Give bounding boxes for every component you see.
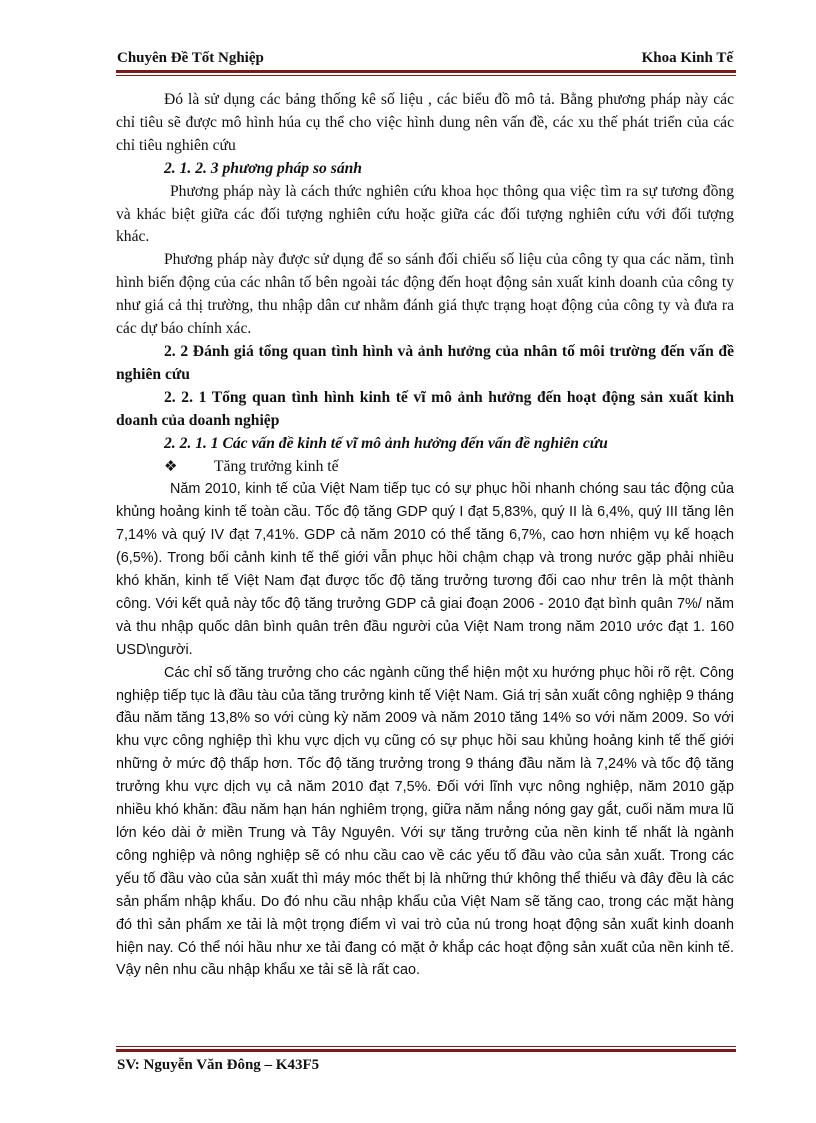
heading-2-2-1: 2. 2. 1 Tổng quan tình hình kinh tế vĩ mô ảnh hưởng đến hoạt động sản xuất kinh doanh của doanh nghiệp [116, 388, 734, 429]
page-footer: SV: Nguyễn Văn Đông – K43F5 [117, 1057, 320, 1073]
heading-2-2: 2. 2 Đánh giá tổng quan tình hình và ảnh hưởng của nhân tố môi trường đến vấn đề nghiên cứu [116, 342, 734, 383]
paragraph-comparison-definition: Phương pháp này là cách thức nghiên cứu khoa học thông qua việc tìm ra sự tương đồng và khác biệt giữa các đối tượng nghiên cứu hoặc giữa các đối tượng nghiên cứu với đối tượng khác. [116, 182, 734, 246]
footer-rule [116, 1046, 736, 1052]
header-rule [116, 70, 736, 76]
subheading-comparison-method: 2. 1. 2. 3 phương pháp so sánh [164, 159, 362, 177]
heading-2-2-1-1: 2. 2. 1. 1 Các vấn đề kinh tế vĩ mô ảnh hưởng đến vấn đề nghiên cứu [164, 434, 608, 452]
paragraph-sector-growth: Các chỉ số tăng trưởng cho các ngành cũng thể hiện một xu hướng phục hồi rõ rệt. Công nghiệp tiếp tục là đầu tàu của tăng trưởng kinh tế Việt Nam. Giá trị sản xuất công nghiệp 9 tháng đầu năm tăng 13,8% so với cùng kỳ năm 2009 và năm 2010 tăng 14% so với năm 2009. So với khu vực công nghiệp thì khu vực dịch vụ cũng có sự phục hồi sau khủng hoảng kinh tế thế giới những ở mức độ thấp hơn. Tốc độ tăng trưởng trong 9 tháng đầu năm là 7,24% và tốc độ tăng trưởng khu vực dịch vụ cả năm 2010 đạt 7,5%. Đối với lĩnh vực nông nghiệp, năm 2010 gặp nhiều khó khăn: đầu năm hạn hán nghiêm trọng, giữa năm nắng nóng gay gắt, cuối năm mưa lũ lớn kéo dài ở miền Trung và Tây Nguyên. Với sự tăng trưởng của nền kinh tế nhất là ngành công nghiệp và nông nghiệp sẽ có nhu cầu cao về các yếu tố đầu vào của sản xuất. Trong các yếu tố đầu vào của sản xuất thì máy móc thết bị là những thứ không thể thiếu và đây đều là các sản phẩm nhập khẩu. Do đó nhu cầu nhập khẩu của Việt Nam sẽ tăng cao, trong các mặt hàng đó thì sản phẩm xe tải là một trọng điểm vì vai trò của nú trong hoạt động sản xuất kinh doanh hiện nay. Có thể nói hầu như xe tải đang có mặt ở khắp các hoạt động sản xuất của nền kinh tế. Vậy nên nhu cầu nhập khẩu xe tải sẽ là rất cao. [116, 664, 734, 979]
header-title-left: Chuyên Đề Tốt Nghiệp [117, 50, 264, 66]
paragraph-gdp-growth: Năm 2010, kinh tế của Việt Nam tiếp tục có sự phục hồi nhanh chóng sau tác động của khủng hoảng kinh tế toàn cầu. Tốc độ tăng GDP quý I đạt 5,83%, quý II là 6,4%, quý III tăng lên 7,14% và quý IV đạt 7,41%. GDP cả năm 2010 có thể tăng 6,7%, cao hơn nhiệm vụ kế hoạch (6,5%). Trong bối cảnh kinh tế thế giới vẫn phục hồi chậm chạp và trong nước gặp phải nhiều khó khăn, kinh tế Việt Nam đạt được tốc độ tăng trưởng tương đối cao như trên là một thành công. Với kết quả này tốc độ tăng trưởng GDP cả giai đoạn 2006 - 2010 đạt bình quân 7%/ năm và thu nhập quốc dân bình quân trên đầu người của Việt Nam trong năm 2010 ước đạt 1. 160 USD\người. [116, 481, 734, 658]
paragraph-comparison-usage: Phương pháp này được sử dụng để so sánh đối chiếu số liệu của công ty qua các năm, tình hình biến động của các nhân tố bên ngoài tác động đến hoạt động sản xuất kinh doanh của công ty như giá cả thị trường, thu nhập dân cư nhằm đánh giá thực trạng hoạt động của công ty và đưa ra các dự báo chính xác. [116, 251, 734, 338]
paragraph-intro: Đó là sử dụng các bảng thống kê số liệu , các biểu đồ mô tả. Bằng phương pháp này các chỉ tiêu sẽ được mô hình húa cụ thể cho việc hình dung nên vấn đề, các xu thế phát triển của các chỉ tiêu nghiên cứu [116, 91, 734, 154]
diamond-bullet-icon: ❖ [164, 458, 178, 475]
bullet-item [116, 456, 734, 479]
document-body [116, 89, 734, 982]
page-header [117, 48, 733, 68]
header-title-right: Khoa Kinh Tế [641, 50, 733, 66]
bullet-text: Tăng trưởng kinh tế [214, 457, 339, 475]
